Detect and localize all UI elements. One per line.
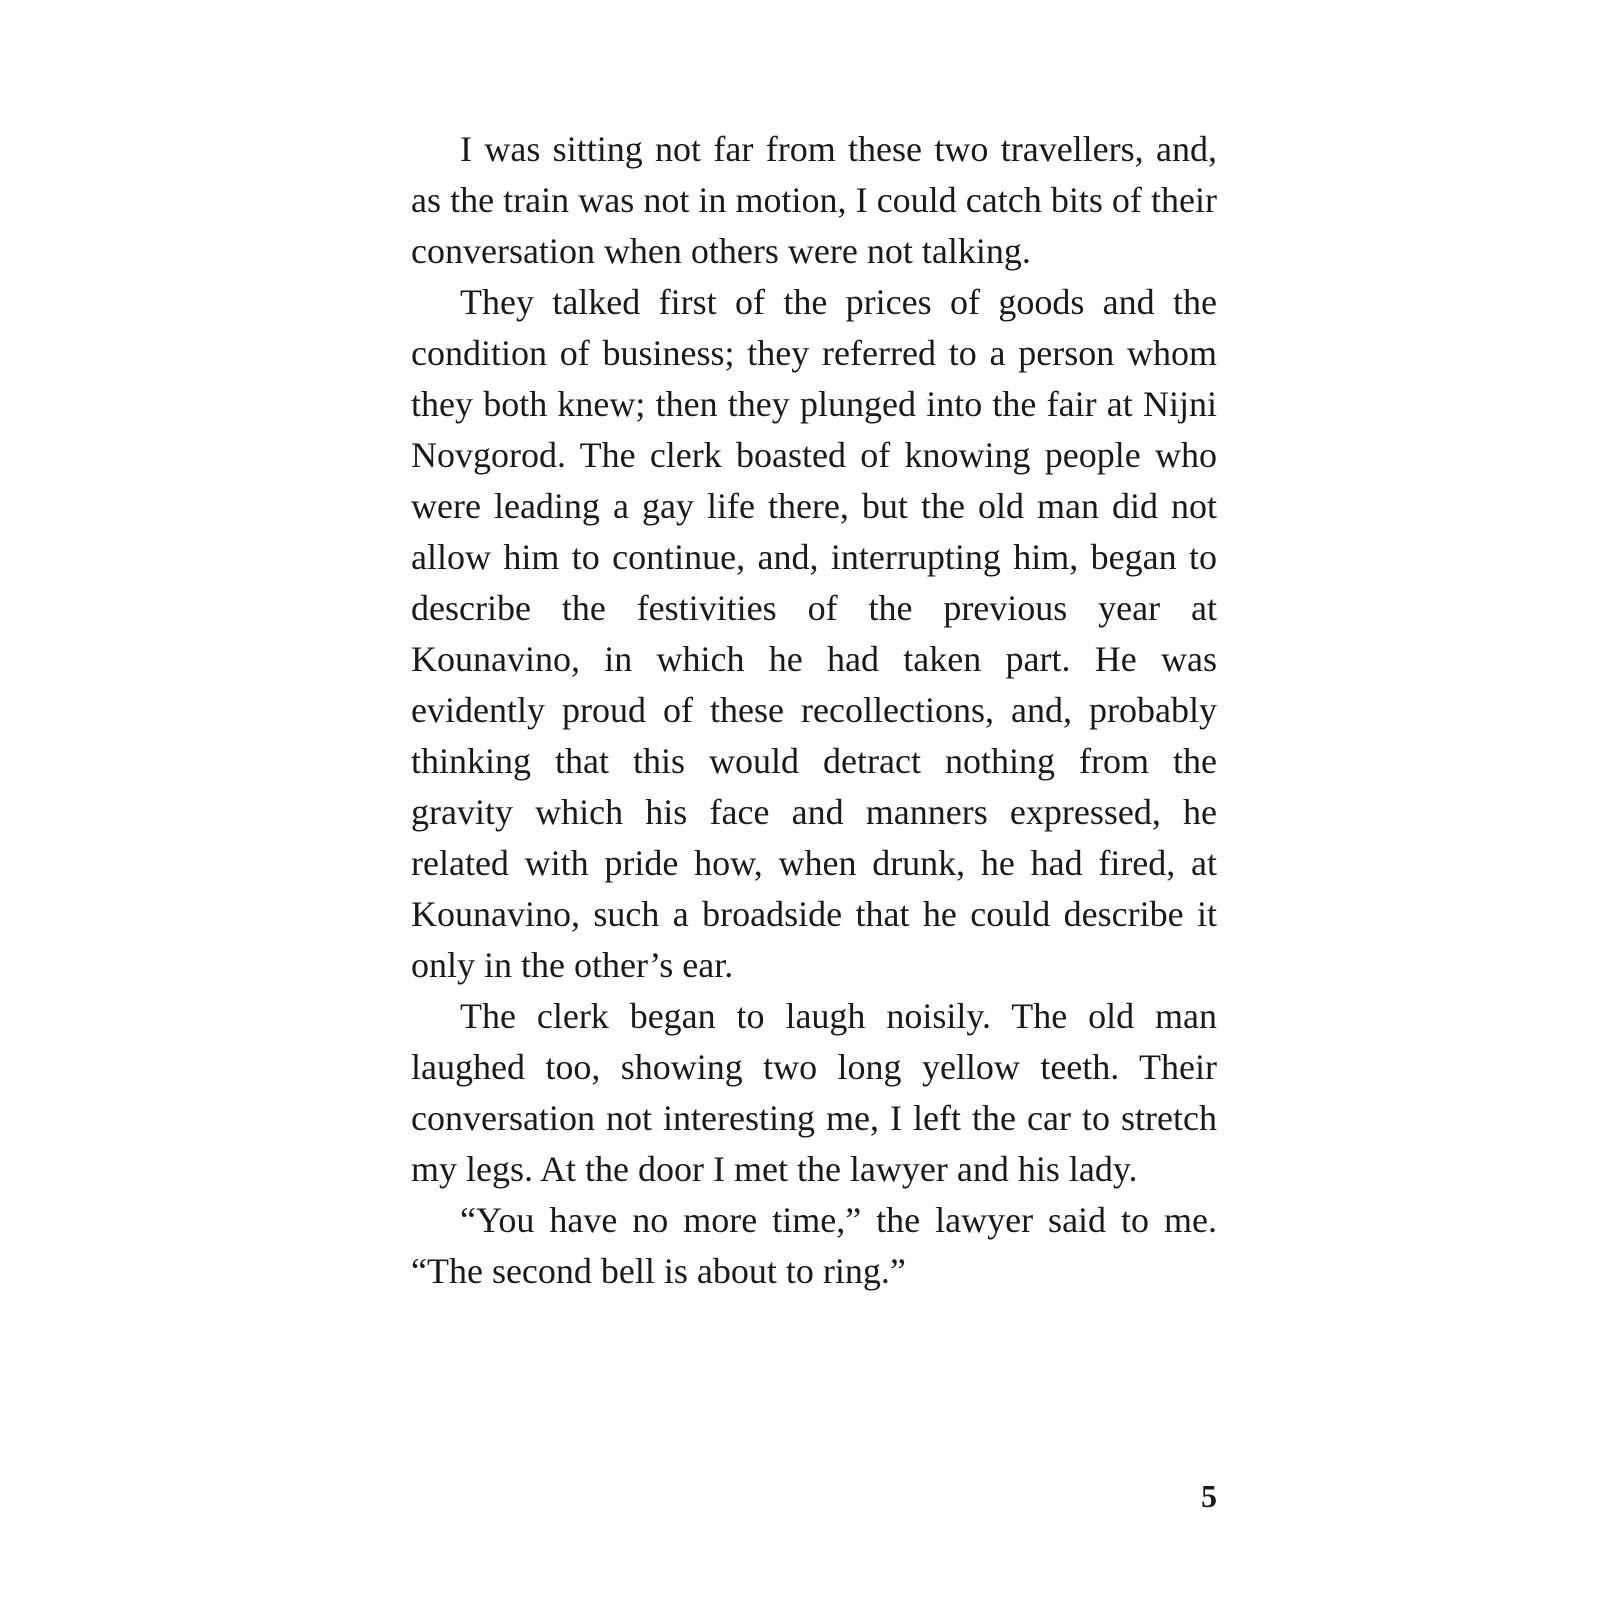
paragraph: “You have no more time,” the lawyer said to me. “The second bell is about to ring.” <box>411 1200 1217 1291</box>
page-number: 5 <box>1201 1478 1217 1514</box>
paragraph: I was sitting not far from these two travellers, and, as the train was not in motion, I could catch bits of their conversation when others were not talking. <box>411 129 1217 271</box>
body-text <box>411 124 1217 1297</box>
paragraph: They talked first of the prices of goods and the condition of business; they referred to a person whom they both knew; then they plunged into the fair at Nijni Novgorod. The clerk boasted of knowing people who were leading a gay life there, but the old man did not allow him to continue, and, interrupting him, began to describe the festivities of the previous year at Kounavino, in which he had taken part. He was evidently proud of these recollections, and, probably thinking that this would detract nothing from the gravity which his face and manners expressed, he related with pride how, when drunk, he had fired, at Kounavino, such a broadside that he could describe it only in the other’s ear. <box>411 282 1217 985</box>
paragraph: The clerk began to laugh noisily. The old man laughed too, showing two long yellow teeth. Their conversation not interesting me, I left the car to stretch my legs. At the door I met the lawyer and his lady. <box>411 996 1217 1189</box>
